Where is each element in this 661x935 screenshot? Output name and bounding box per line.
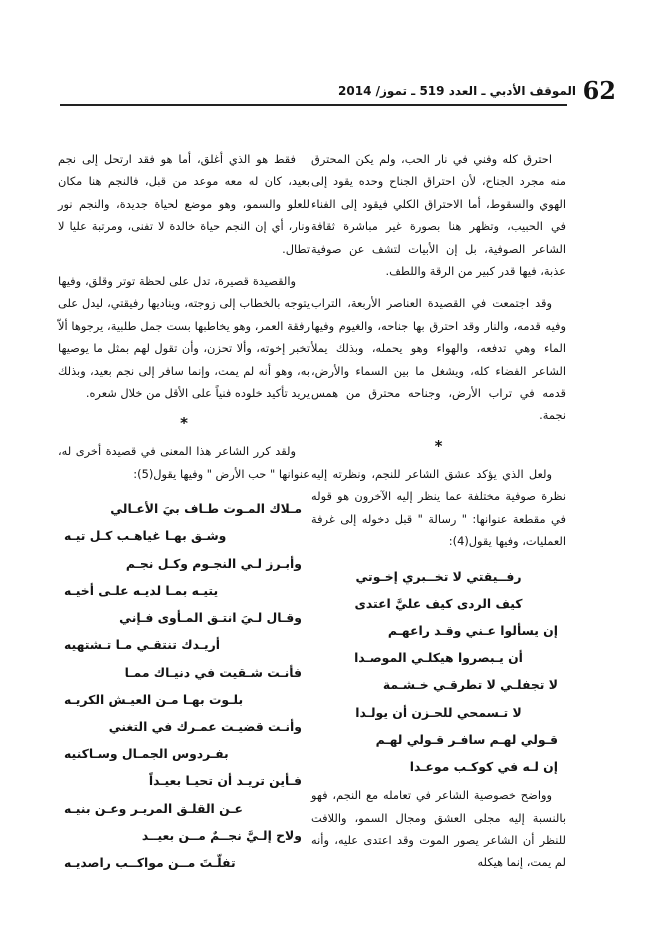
verse-line: رفــيقتي لا تخــبري إخـوتي bbox=[355, 568, 522, 584]
verse-line: فـأين تريـد أن تحيـا بعيـداً bbox=[148, 773, 302, 789]
page-number: 62 bbox=[582, 76, 616, 105]
verse-line: أن يـبصروا هيكلـي الموصـدا bbox=[354, 650, 523, 666]
paragraph: وقد اجتمعت في القصيدة العناصر الأربعة، التراب وفيه قدمه، والنار وقد احترق بها جناحه، والغيوم وفيها الماء وهي تدفعه، والهواء وهو يحمله، وبذلك يملأ الشاعر الفضاء كله، ويشغل ما بين السماء والأرض، قدمه في تراب الأرض، وجناحه محترق من همس نجمة. bbox=[311, 296, 566, 423]
verse-line: تفلّـتَ مــن مواكــب راصديـه bbox=[64, 854, 236, 870]
section-ornament: * bbox=[180, 414, 188, 433]
verse-line: إن لـه في كوكـب موعـدا bbox=[409, 758, 558, 774]
paragraph: احترق كله وفني في نار الحب، ولم يكن المحترق منه مجرد الجناح، لأن احتراق الجناح وحده يقود إلى الهوي والسقوط، أما الاحتراق الكلي فيقود إلى الفناء في الحبيب، وتظهر هنا بصورة غير مباشرة ثقافة الشاعر الصوفية، بل إن الأبيات لتشف عن صوفية عذبة، فيها قدر كبير من الرقة واللطف. bbox=[311, 152, 566, 279]
verse-line: فأنـت شـقيت في دنيـاك ممـا bbox=[124, 664, 302, 680]
verse-line: بلـوت بهـا مـن العيـش الكريـه bbox=[64, 691, 244, 707]
verse-line: وشـق بهـا غياهـب كـل تيـه bbox=[64, 528, 227, 544]
verse-line: قـولي لهـم سافـر قـولي لهـم bbox=[375, 731, 558, 747]
running-header bbox=[60, 76, 616, 106]
paragraph: وواضح خصوصية الشاعر في تعامله مع النجم، فهو بالنسبة إليه مجلى العشق ومجال السمو، واللافت للنظر أن الشاعر يصور الموت وقد اعتدى عليه، وأنه لم يمت، إنما هيكله bbox=[311, 788, 566, 870]
verse-line: وأنـت قضيـت عمـرك في التغني bbox=[108, 718, 302, 734]
verse-line: مـلاك المـوت طـاف بيَ الأعـالي bbox=[110, 501, 302, 517]
right-column bbox=[311, 148, 566, 884]
verse-line: أريـدك تنتقـي مـا تـشتهيه bbox=[64, 637, 221, 653]
poem-intro: ولقد كرر الشاعر هذا المعنى في قصيدة أخرى له، عنوانها " حب الأرض " وفيها يقول(5): bbox=[58, 444, 310, 481]
verse-line: لا تـسمحي للحـزن أن يولـدا bbox=[355, 704, 522, 720]
verse-line: لا تجفلـي لا تطرقـي خـشـمة bbox=[382, 677, 558, 693]
verse-line: وأبـرز لـي النجـوم وكـل نجـم bbox=[125, 555, 302, 571]
paragraph: والقصيدة قصيرة، تدل على لحظة توتر وقلق، وفيها يتوجه بالخطاب إلى زوجته، ويناديها رفيقتي، ليدل على رفقة العمر، وهو يخاطبها بست جمل طلبية، يرجوها ألاّ تخبر إخوته، وألا تحزن، وأن تقول لهم بمثل ما يوصيها به، وهو أنه لم يمت، وإنما سافر إلى نجم بعيد، وبذلك يريد تأكيد خلوده فنياً على الأقل من خلال شعره. bbox=[58, 274, 310, 401]
verse-line: كيف الردى كيف عليَّ اعتدى bbox=[354, 595, 523, 611]
left-column bbox=[58, 148, 310, 876]
verse-line: وقـال لـيَ انتـق المـأوى فـإني bbox=[119, 610, 302, 626]
poem bbox=[311, 563, 566, 781]
verse-line: يتيـه بمـا لديـه علـى أخيـه bbox=[64, 582, 219, 598]
paragraph: فقط هو الذي أغلق، أما هو فقد ارتحل إلى نجم بعيد، كان له معه موعد من قبل، فالنجم هنا مكان للعلو والسمو، وهو موضع لحياة جديدة، والنجم نور ونار، أي إن النجم حياة خالدة لا تفنى، ومرتبة عليا لا تطال. bbox=[58, 152, 310, 256]
header-rule bbox=[60, 104, 567, 106]
poem bbox=[58, 495, 310, 876]
verse-line: ولاح إلـيَّ نجــمٌ مــن بعيــد bbox=[141, 827, 302, 843]
verse-line: عـن القلـق المريـر وعـن بنيـه bbox=[64, 800, 243, 816]
verse-line: بفـردوس الجمـال وسـاكنيه bbox=[64, 746, 229, 762]
verse-line: إن يسألوا عـني وقـد راعهـم bbox=[387, 622, 558, 638]
poem-intro: ولعل الذي يؤكد عشق الشاعر للنجم، ونظرته إليه نظرة صوفية مختلفة عما ينظر إليه الآخرون هو قوله في مقطعة عنوانها: " رسالة " قبل دخوله إلى غرفة العمليات، وفيها يقول(4): bbox=[311, 466, 566, 549]
section-ornament: * bbox=[434, 436, 443, 455]
running-title: الموقف الأدبي ـ العدد 519 ـ تموز/ 2014 bbox=[338, 84, 576, 98]
